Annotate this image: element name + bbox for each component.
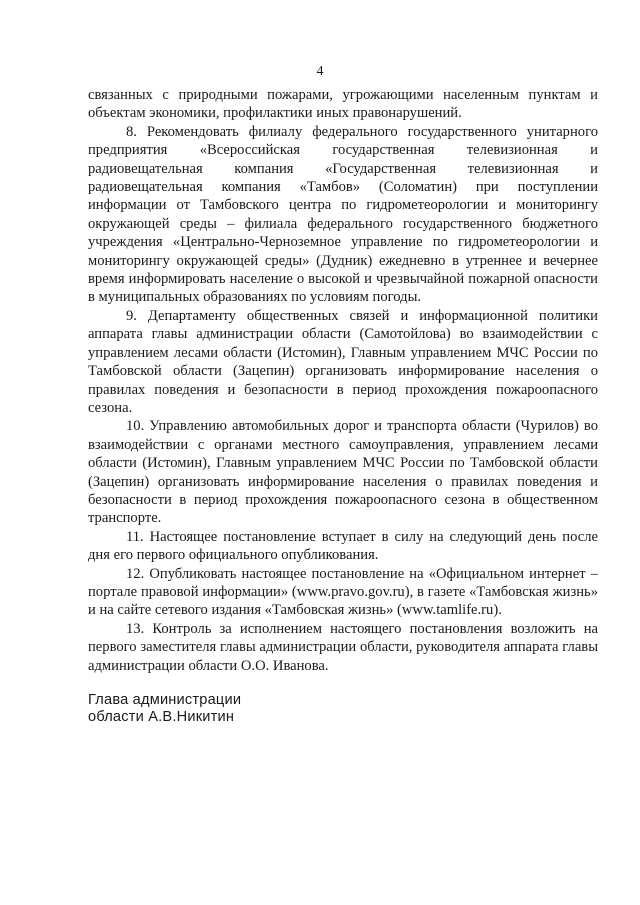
paragraph-item-11: 11. Настоящее постановление вступает в силу на следующий день после дня его первого официального опубликования.	[88, 528, 598, 564]
paragraph-continuation: связанных с природными пожарами, угрожающими населенным пунктам и объектам экономики, профилактики иных правонарушений.	[88, 87, 598, 122]
paragraph-item-10: 10. Управлению автомобильных дорог и транспорта области (Чурилов) во взаимодействии с органами местного самоуправления, управлением лесами области (Истомин), Главным управлением МЧС России по Тамбовской области (Зацепин) организовать информирование населения о правилах поведения и безопасности в период прохождения пожароопасного сезона в общественном транспорте.	[88, 418, 598, 527]
paragraph-item-13: 13. Контроль за исполнением настоящего постановления возложить на первого заместителя главы администрации области, руководителя аппарата главы администрации области О.О. Иванова.	[88, 620, 598, 674]
signature-block	[88, 692, 241, 726]
page-number: 4	[316, 64, 324, 79]
document-body	[88, 86, 598, 675]
paragraph-item-8: 8. Рекомендовать филиалу федерального государственного унитарного предприятия «Всероссийская государственная телевизионная и радиовещательная компания «Государственная телевизионная и радиовещательная компания «Тамбов» (Соломатин) при поступлении информации от Тамбовского центра по гидрометеорологии и мониторингу окружающей среды – филиала федерального государственного бюджетного учреждения «Центрально-Черноземное управление по гидрометеорологии и мониторингу окружающей среды» (Дудник) ежедневно в утреннее и вечернее время информировать население о высокой и чрезвычайной пожарной опасности в муниципальных образованиях по условиям погоды.	[88, 123, 598, 306]
paragraph-item-12: 12. Опубликовать настоящее постановление на «Официальном интернет – портале правовой информации» (www.pravo.gov.ru), в газете «Тамбовская жизнь» и на сайте сетевого издания «Тамбовская жизнь» (www.tamlife.ru).	[88, 565, 598, 619]
paragraph-item-9: 9. Департаменту общественных связей и информационной политики аппарата главы администрации области (Самотойлова) во взаимодействии с управлением лесами области (Истомин), Главным управлением МЧС России по Тамбовской области (Зацепин) организовать информирование населения о правилах поведения и безопасности в период прохождения пожароопасного сезона.	[88, 307, 598, 416]
signature-title: Глава администрации	[88, 692, 242, 708]
signature-name: области А.В.Никитин	[88, 709, 235, 725]
